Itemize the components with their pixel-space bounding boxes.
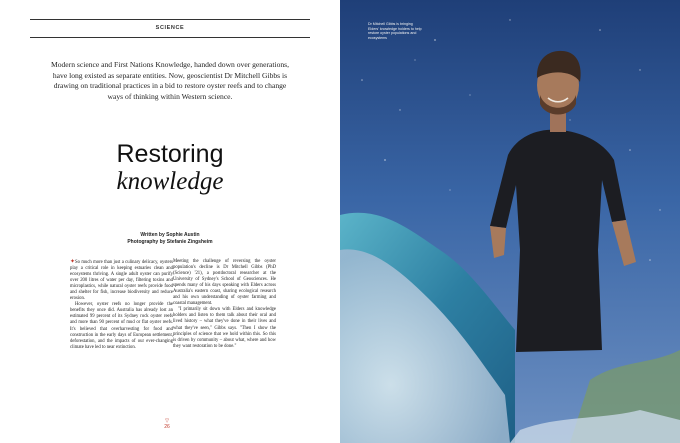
page-number: 26 — [164, 424, 170, 430]
standfirst: Modern science and First Nations Knowledge, handed down over generations, have long existed as separate entities. Now, geoscientist Dr Mitchell Gibbs is drawing on traditional practices in a bid to restore oyster reefs and to change ways of thinking within Western science. — [50, 60, 290, 101]
headline-line-2: knowledge — [116, 168, 224, 195]
folio — [160, 418, 174, 430]
folio-mark-icon: ▽ — [165, 418, 169, 424]
photo-caption: Dr Mitchell Gibbs is bringing Elders' knowledge holders to help restore oyster populations and ecosystems — [368, 22, 422, 40]
body-paragraph: ✦So much more than just a culinary delicacy, oysters play a critical role in keeping estuaries clean and ecosystems thriving. A single adult oyster can purify over 200 litres of water per day, filtering toxins and microplastics, while natural oyster reefs provide food and shelter for fish, increase biodiversity and reduce erosion. — [70, 259, 173, 302]
section-label: SCIENCE — [155, 25, 185, 31]
byline-writer: Written by Sophie Austin — [140, 232, 200, 238]
body-column-1 — [70, 259, 173, 351]
body-paragraph: However, oyster reefs no longer provide the benefits they once did. Australia has already lost an estimated 99 percent of its Sydney rock oyster reefs and more than 90 percent of mud or flat oyster reefs. It's believed that overharvesting for food and construction in the early days of European settlement, deforestation, and the impacts of our ever-changing climate have led to near extinction. — [70, 302, 173, 350]
section-rule — [30, 37, 310, 38]
byline — [0, 232, 340, 246]
headline-line-1: Restoring — [116, 140, 224, 168]
cover-photo — [340, 0, 680, 443]
body-column-2 — [173, 259, 276, 350]
body-paragraph: "I primarily sit down with Elders and knowledge holders and listen to them talk about their oral and lived history – what they've done in their lives and what they've seen," Gibbs says. "Then I show the principles of science that we hold within this. So this is driven by community – about what, where and how they want restoration to be done." — [173, 307, 276, 349]
top-rule — [30, 19, 310, 20]
right-page — [340, 0, 680, 443]
body-paragraph: Meeting the challenge of reversing the oyster population's decline is Dr Mitchell Gibbs (PhD (Science) '21), a postdoctoral researcher at the University of Sydney's School of Geosciences. He spends many of his days speaking with Elders across Australia's eastern coast, sharing ecological research and his own understanding of oyster farming and coastal management. — [173, 259, 276, 307]
byline-photographer: Photography by Stefanie Zingsheim — [127, 239, 213, 246]
drop-mark-icon: ✦ — [70, 259, 76, 265]
